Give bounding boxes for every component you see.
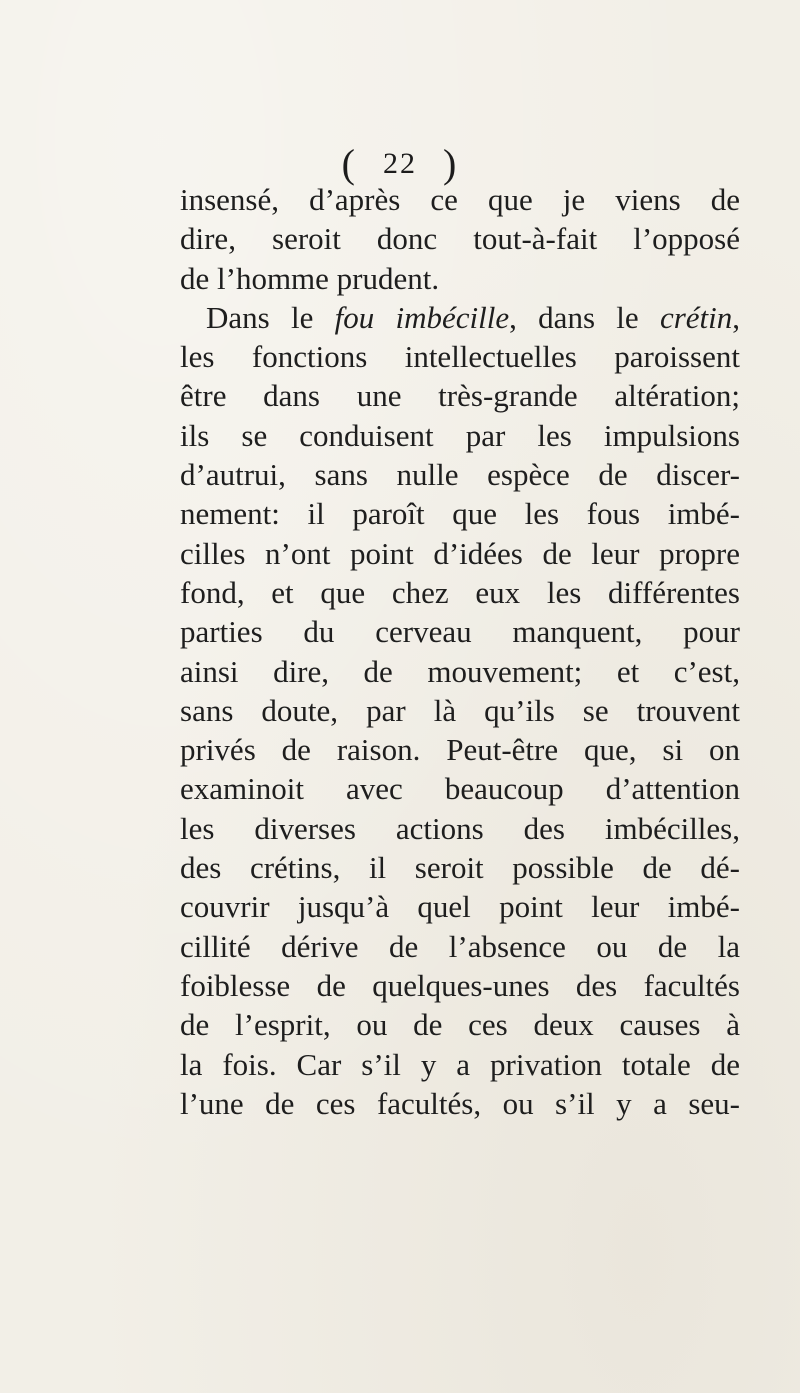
text-line: ainsi dire, de mouvement; et c’est,: [180, 653, 740, 689]
text-line: dire, seroit donc tout-à-fait l’opposé: [180, 221, 740, 257]
text-line: les diverses actions des imbécilles,: [180, 810, 740, 846]
text-line: la fois. Car s’il y a privation totale de: [180, 1046, 740, 1082]
text-line: cilles n’ont point d’idées de leur propre: [180, 535, 740, 571]
text-line: l’une de ces facultés, ou s’il y a seu-: [180, 1085, 740, 1121]
body-text: [180, 180, 740, 1123]
text-line: fond, et que chez eux les différentes: [180, 574, 740, 610]
text-line: de l’esprit, ou de ces deux causes à: [180, 1007, 740, 1043]
text-line: ils se conduisent par les impulsions: [180, 417, 740, 453]
text-line: privés de raison. Peut-être que, si on: [180, 732, 740, 768]
text-segment: ,: [732, 299, 740, 335]
text-line: sans doute, par là qu’ils se trouvent: [180, 692, 740, 728]
text-line: foiblesse de quelques-unes des facultés: [180, 967, 740, 1003]
italic-term-cretin: crétin: [659, 299, 733, 335]
text-line: d’autrui, sans nulle espèce de discer-: [180, 457, 740, 493]
text-line: de l’homme prudent.: [180, 260, 440, 296]
text-segment: Dans le: [206, 299, 335, 335]
page-number-value: 22: [383, 147, 417, 180]
text-line: [180, 298, 740, 337]
text-line: des crétins, il seroit possible de dé-: [180, 850, 740, 886]
text-line: couvrir jusqu’à quel point leur imbé-: [180, 889, 740, 925]
text-segment: , dans le: [509, 299, 660, 335]
text-line: cillité dérive de l’absence ou de la: [180, 928, 740, 964]
text-line: les fonctions intellectuelles paroissent: [180, 339, 740, 375]
text-line: être dans une très-grande altération;: [180, 378, 740, 414]
italic-term-fou-imbecille: fou imbécille: [334, 299, 510, 335]
text-line: examinoit avec beaucoup d’attention: [180, 771, 740, 807]
page-number-open-paren: (: [341, 141, 357, 186]
text-line: parties du cerveau manquent, pour: [180, 614, 740, 650]
text-line: insensé, d’après ce que je viens de: [180, 182, 740, 217]
text-line: nement: il paroît que les fous imbé-: [180, 496, 740, 532]
page-number-close-paren: ): [443, 141, 459, 186]
